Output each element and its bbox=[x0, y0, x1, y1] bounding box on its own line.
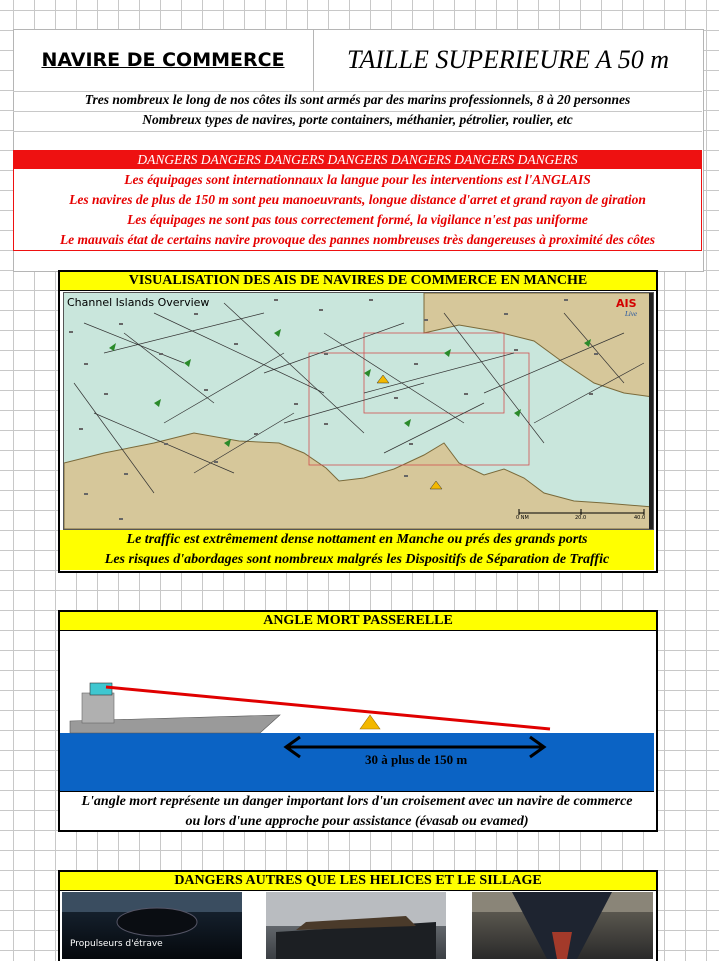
ais-map-drawing bbox=[64, 293, 653, 529]
ship-label bbox=[274, 299, 278, 301]
ship-label bbox=[404, 475, 408, 477]
danger-box bbox=[13, 150, 702, 251]
ais-live-logo-sub: Live bbox=[625, 310, 638, 318]
ship-label bbox=[84, 493, 88, 495]
bulbous-bow-photo bbox=[266, 892, 446, 959]
title-left-cell bbox=[13, 29, 314, 91]
blind-spot-caption-2: ou lors d'une approche pour assistance (évasab ou evamed) bbox=[185, 814, 529, 829]
blind-spot-title: ANGLE MORT PASSERELLE bbox=[60, 612, 656, 631]
hull-drawing bbox=[472, 892, 653, 959]
ship-label bbox=[464, 393, 468, 395]
ship-label bbox=[414, 363, 418, 365]
blind-spot-caption-1: L'angle mort représente un danger important lors d'un croisement avec un navire de commerce bbox=[81, 794, 633, 809]
ship-label bbox=[79, 428, 83, 430]
ship-label bbox=[119, 518, 123, 520]
divider bbox=[13, 131, 702, 132]
bow-thruster-label: Propulseurs d'étrave bbox=[70, 939, 163, 949]
ship-label bbox=[324, 353, 328, 355]
blind-spot-illustration bbox=[60, 631, 654, 791]
ship-label bbox=[194, 313, 198, 315]
map-title: Channel Islands Overview bbox=[67, 296, 210, 309]
danger-line-1: Les équipages sont internationnaux la langue pour les interventions est l'ANGLAIS bbox=[124, 172, 591, 187]
ship-label bbox=[514, 349, 518, 351]
bulbous-bow-drawing bbox=[266, 892, 446, 959]
ship-label bbox=[124, 473, 128, 475]
ais-panel-title: VISUALISATION DES AIS DE NAVIRES DE COMMERCE EN MANCHE bbox=[60, 272, 656, 291]
ship-label bbox=[254, 433, 258, 435]
ship-label bbox=[234, 343, 238, 345]
ship-label bbox=[589, 393, 593, 395]
title-right-cell bbox=[314, 29, 702, 91]
scale-label-1: 20.0 bbox=[575, 515, 587, 521]
ship-label bbox=[504, 313, 508, 315]
ship-label bbox=[424, 319, 428, 321]
ship-label bbox=[409, 443, 413, 445]
size-subtitle: TAILLE SUPERIEURE A 50 m bbox=[346, 45, 670, 74]
scale-label-0: 0 NM bbox=[516, 515, 529, 521]
ship-label bbox=[324, 423, 328, 425]
ship-label bbox=[594, 353, 598, 355]
danger-line-4: Le mauvais état de certains navire provoque des pannes nombreuses très dangereuses à proximité des côtes bbox=[59, 232, 656, 247]
danger-line-2: Les navires de plus de 150 m sont peu manoeuvrants, longue distance d'arret et grand rayon de giration bbox=[69, 192, 646, 207]
danger-heading: DANGERS DANGERS DANGERS DANGERS DANGERS DANGERS DANGERS bbox=[13, 150, 702, 169]
page-title: NAVIRE DE COMMERCE bbox=[41, 49, 285, 71]
ais-caption bbox=[60, 530, 654, 570]
ship-label bbox=[119, 323, 123, 325]
hull-photo bbox=[472, 892, 653, 959]
ship-label bbox=[294, 403, 298, 405]
ais-caption-2: Les risques d'abordages sont nombreux malgrés les Dispositifs de Séparation de Traffic bbox=[104, 552, 610, 567]
ship-label bbox=[394, 397, 398, 399]
ship-label bbox=[319, 309, 323, 311]
distance-label: 30 à plus de 150 m bbox=[365, 752, 468, 767]
ship-label bbox=[159, 353, 163, 355]
ship-label bbox=[164, 443, 168, 445]
ais-map bbox=[63, 292, 654, 530]
other-dangers-title: DANGERS AUTRES QUE LES HELICES ET LE SILLAGE bbox=[60, 872, 656, 891]
danger-line-3: Les équipages ne sont pas tous correctement formé, la vigilance n'est pas uniforme bbox=[127, 212, 588, 227]
ship-label bbox=[69, 331, 73, 333]
ship-label bbox=[369, 299, 373, 301]
ais-caption-1: Le traffic est extrêmement dense nottament en Manche ou prés des grands ports bbox=[126, 532, 588, 547]
ship-label bbox=[204, 389, 208, 391]
info-line-1: Tres nombreux le long de nos côtes ils sont armés par des marins professionnels, 8 à 20 personnes bbox=[84, 92, 631, 107]
info-line-2: Nombreux types de navires, porte containers, méthanier, pétrolier, roulier, etc bbox=[142, 112, 573, 127]
ship-label bbox=[104, 393, 108, 395]
scale-label-2: 40.0 bbox=[634, 515, 646, 521]
ais-live-logo: AIS bbox=[616, 297, 637, 310]
ship-label bbox=[84, 363, 88, 365]
ship-label bbox=[564, 299, 568, 301]
blind-spot-drawing bbox=[60, 631, 654, 791]
blind-spot-caption bbox=[60, 791, 654, 828]
bow-thruster-photo bbox=[62, 892, 242, 959]
ship-label bbox=[214, 461, 218, 463]
